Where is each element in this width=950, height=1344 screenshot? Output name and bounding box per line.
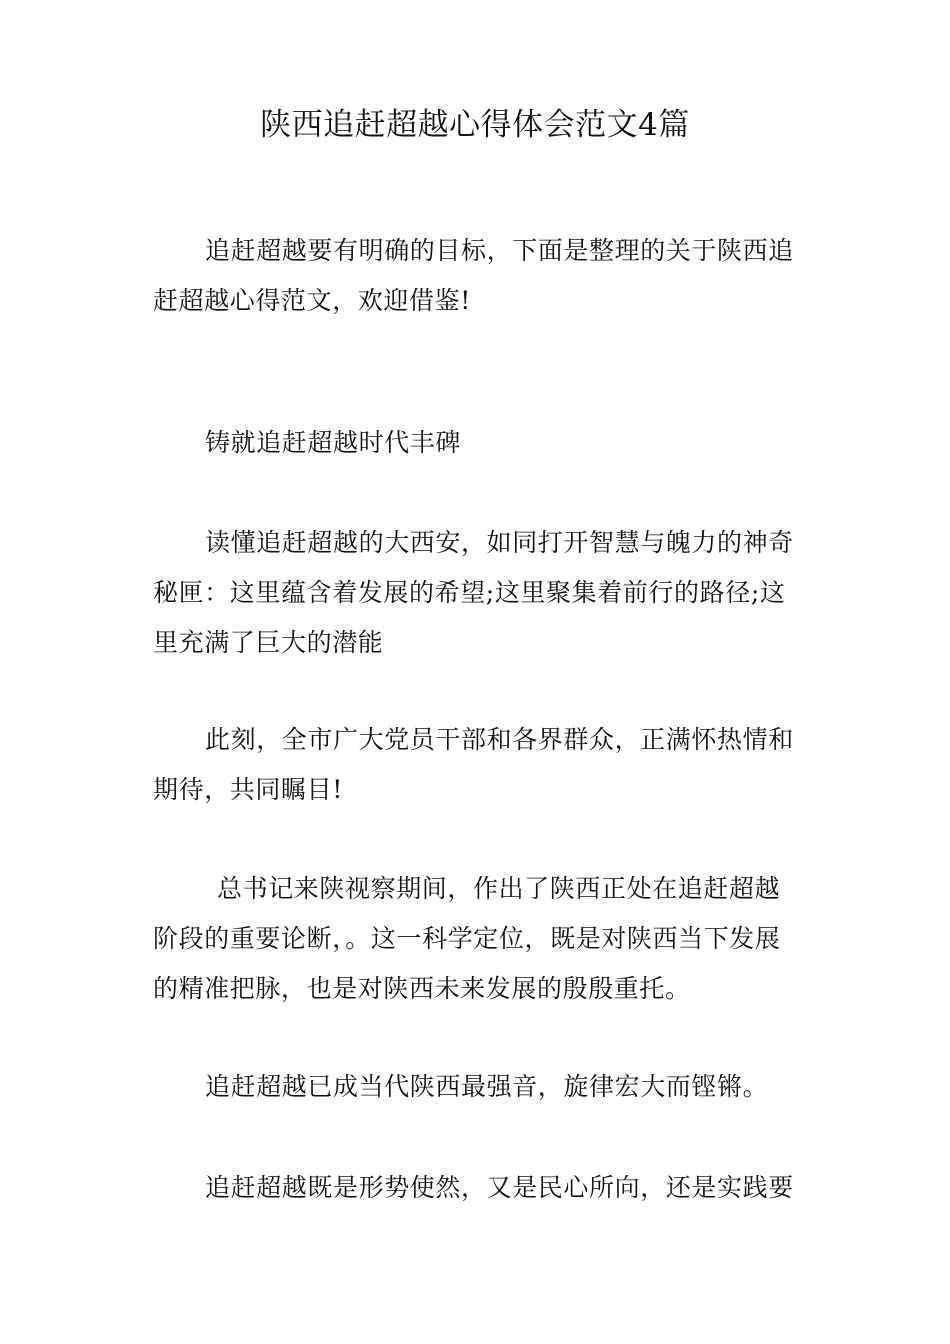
paragraph-strongest-voice: 追赶超越已成当代陕西最强音，旋律宏大而铿锵。 — [205, 1072, 769, 1101]
paragraph-moment: 此刻，全市广大党员干部和各界群众，正满怀热情和期待，共同瞩目! — [153, 725, 794, 804]
paragraph-visit: 总书记来陕视察期间，作出了陕西正处在追赶超越阶段的重要论断，。这一科学定位，既是对陕西当下发展的精准把脉，也是对陕西未来发展的殷殷重托。 — [153, 874, 781, 1003]
section-heading: 铸就追赶超越时代丰碑 — [205, 428, 462, 457]
paragraph-read: 读懂追赶超越的大西安，如同打开智慧与魄力的神奇秘匣：这里蕴含着发展的希望;这里聚集着前行的路径;这里充满了巨大的潜能 — [153, 528, 794, 657]
document-title: 陕西追赶超越心得体会范文4篇 — [260, 107, 690, 143]
intro-paragraph: 追赶超越要有明确的目标，下面是整理的关于陕西追赶超越心得范文，欢迎借鉴! — [153, 236, 794, 315]
paragraph-trend: 追赶超越既是形势使然，又是民心所向，还是实践要 — [205, 1173, 794, 1202]
